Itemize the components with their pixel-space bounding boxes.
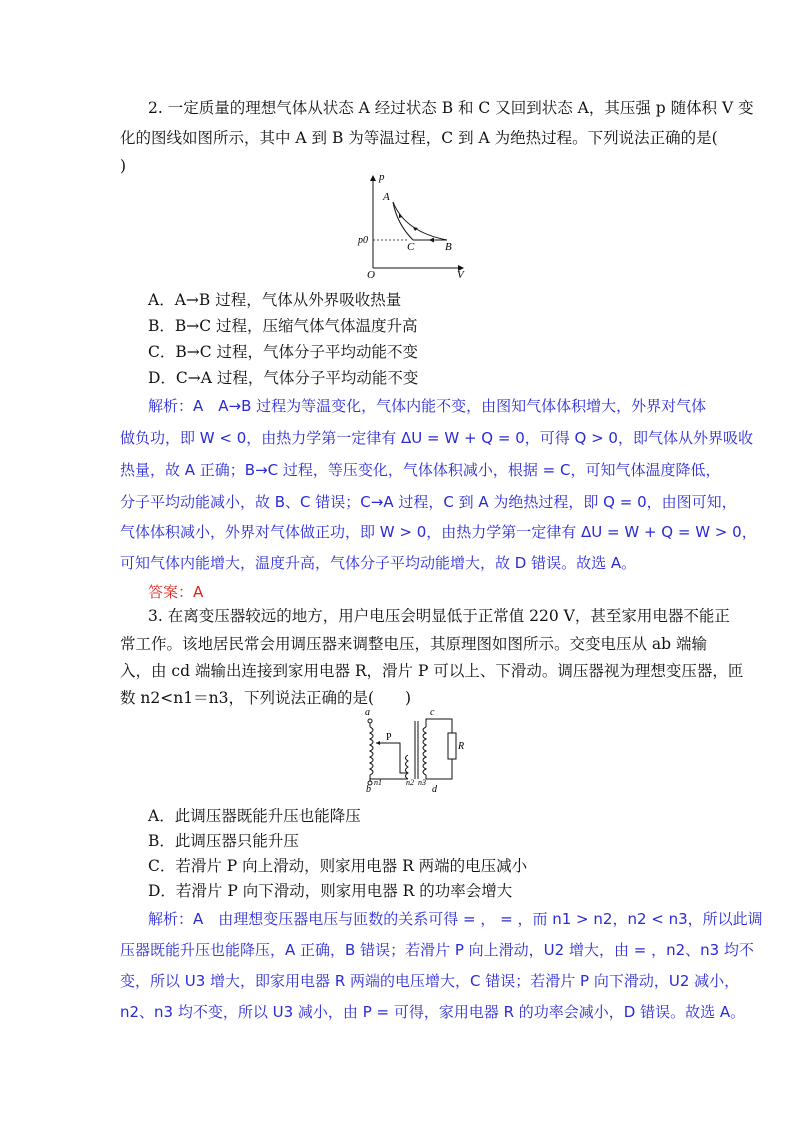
q2-stem-line-1: 2. 一定质量的理想气体从状态 A 经过状态 B 和 C 又回到状态 A，其压强 p 随体积 V 变 [148, 99, 754, 117]
secondary-top-wire [426, 719, 452, 733]
resistor-r [448, 733, 456, 759]
q2-analysis-line-1: 解析：A A→B 过程为等温变化，气体内能不变，由图知气体体积增大，外界对气体 [148, 397, 707, 415]
q2-analysis-line-2: 做负功，即 W < 0，由热力学第一定律有 ΔU = W + Q = 0，可得 Q > 0，即气体从外界吸收 [120, 429, 753, 447]
isotherm-a-b [393, 202, 447, 240]
point-a-label: A [383, 191, 390, 203]
q2-analysis-line-4: 分子平均动能减小，故 B、C 错误；C→A 过程，C 到 A 为绝热过程，即 Q = 0，由图可知， [120, 493, 737, 511]
arrow-b-c [429, 238, 434, 243]
q2-stem-line-2: 化的图线如图所示，其中 A 到 B 为等温过程，C 到 A 为绝热过程。下列说法正确的是( [120, 129, 718, 147]
q3-stem-line-3: 入，由 cd 端输出连接到家用电器 R，滑片 P 可以上、下滑动。调压器视为理想变压器，匝 [120, 662, 744, 680]
q3-stem-line-1: 3. 在离变压器较远的地方，用户电压会明显低于正常值 220 V，甚至家用电器不能正 [148, 607, 730, 625]
q2-option-d: D．C→A 过程，气体分子平均动能不变 [148, 369, 419, 387]
terminal-b-label: b [366, 784, 371, 793]
slider-p-label: P [386, 732, 392, 743]
q3-analysis-line-4: n2、n3 均不变，所以 U3 减小，由 P = 可得，家用电器 R 的功率会减小，D 错误。故选 A。 [120, 1003, 746, 1021]
slider-arrowhead [376, 741, 380, 745]
secondary-coil [423, 727, 426, 775]
point-c-label: C [407, 241, 415, 253]
p0-label: p0 [358, 235, 368, 246]
q3-stem-line-2: 常工作。该地居民常会用调压器来调整电压，其原理图如图所示。交变电压从 ab 端输 [120, 635, 708, 653]
arrow-c-a [399, 213, 402, 218]
q3-analysis-line-2: 压器既能升压也能降压，A 正确，B 错误；若滑片 P 向上滑动，U2 增大，由 = ，n2、n3 均不 [120, 941, 754, 959]
terminal-c-label: c [430, 707, 435, 718]
n3-label: n3 [418, 778, 426, 787]
axis-p-label: p [379, 171, 385, 183]
q2-option-b: B．B→C 过程，压缩气体气体温度升高 [148, 317, 418, 335]
q3-option-b: B．此调压器只能升压 [148, 832, 299, 850]
terminal-a [368, 719, 372, 723]
q2-analysis-line-5: 气体体积减小，外界对气体做正功，即 W > 0，由热力学第一定律有 ΔU = W + Q = W > 0， [120, 523, 757, 541]
q3-option-c: C．若滑片 P 向上滑动，则家用电器 R 两端的电压减小 [148, 857, 528, 875]
q2-option-a: A．A→B 过程，气体从外界吸收热量 [148, 291, 402, 309]
point-b-label: B [445, 241, 452, 253]
q2-stem-line-3: ) [120, 157, 127, 175]
autotransformer-diagram [360, 705, 470, 793]
n1-label: n1 [374, 778, 382, 787]
q3-stem-line-4: 数 n2<n1＝n3，下列说法正确的是( ) [120, 689, 412, 707]
q3-option-d: D．若滑片 P 向下滑动，则家用电器 R 的功率会增大 [148, 882, 513, 900]
pv-diagram [355, 170, 475, 282]
q2-analysis-line-3: 热量，故 A 正确；B→C 过程，等压变化，气体体积减小，根据 = C，可知气体温度降低， [120, 461, 721, 479]
origin-label: O [367, 269, 375, 281]
terminal-d-label: d [432, 784, 437, 793]
q3-option-a: A．此调压器既能升压也能降压 [148, 807, 361, 825]
resistor-r-label: R [458, 741, 465, 752]
primary-coil [370, 727, 373, 775]
terminal-a-label: a [365, 707, 370, 718]
q2-option-c: C．B→C 过程，气体分子平均动能不变 [148, 343, 419, 361]
axis-v-label: V [457, 269, 464, 281]
secondary-bottom-wire [426, 759, 452, 779]
n2-coil [406, 755, 409, 779]
q3-analysis-line-3: 变，所以 U3 增大，即家用电器 R 两端的电压增大，C 错误；若滑片 P 向下滑动，U2 减小， [120, 972, 740, 990]
q3-analysis-line-1: 解析：A 由理想变压器电压与匝数的关系可得 = ， = ，而 n1 > n2，n2 < n3，所以此调 [148, 910, 763, 928]
q2-analysis-line-6: 可知气体内能增大，温度升高，气体分子平均动能增大，故 D 错误。故选 A。 [120, 554, 637, 572]
q2-answer: 答案：A [148, 583, 204, 601]
n2-label: n2 [406, 778, 414, 787]
